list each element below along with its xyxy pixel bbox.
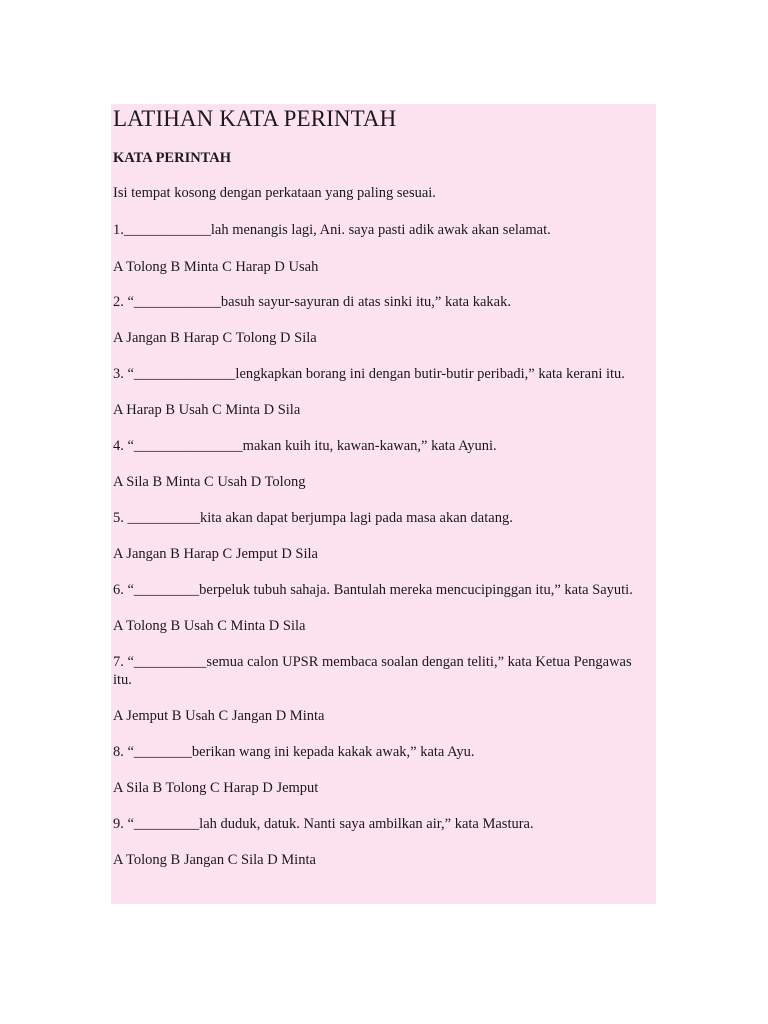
document-panel <box>111 104 656 904</box>
question-3-text: 3. “______________lengkapkan borang ini dengan butir-butir peribadi,” kata kerani itu. <box>113 366 625 382</box>
instruction-text: Isi tempat kosong dengan perkataan yang paling sesuai. <box>113 185 436 201</box>
question-8-options: A Sila B Tolong C Harap D Jemput <box>113 780 319 796</box>
question-7-text: 7. “__________semua calon UPSR membaca soalan dengan teliti,” kata Ketua Pengawas itu. <box>113 654 632 688</box>
document-title: LATIHAN KATA PERINTAH <box>113 106 397 131</box>
question-4-options: A Sila B Minta C Usah D Tolong <box>113 474 306 490</box>
question-1-options: A Tolong B Minta C Harap D Usah <box>113 259 319 275</box>
question-3-options: A Harap B Usah C Minta D Sila <box>113 402 301 418</box>
question-6-text: 6. “_________berpeluk tubuh sahaja. Bantulah mereka mencucipinggan itu,” kata Sayuti. <box>113 582 633 598</box>
question-2-options: A Jangan B Harap C Tolong D Sila <box>113 330 317 346</box>
question-1-text: 1.____________lah menangis lagi, Ani. saya pasti adik awak akan selamat. <box>113 222 551 238</box>
question-5-text: 5. __________kita akan dapat berjumpa lagi pada masa akan datang. <box>113 510 513 526</box>
question-5-options: A Jangan B Harap C Jemput D Sila <box>113 546 318 562</box>
question-2-text: 2. “____________basuh sayur-sayuran di atas sinki itu,” kata kakak. <box>113 294 511 310</box>
question-7-options: A Jemput B Usah C Jangan D Minta <box>113 708 325 724</box>
question-6-options: A Tolong B Usah C Minta D Sila <box>113 618 306 634</box>
question-9-text: 9. “_________lah duduk, datuk. Nanti saya ambilkan air,” kata Mastura. <box>113 816 534 832</box>
question-8-text: 8. “________berikan wang ini kepada kakak awak,” kata Ayu. <box>113 744 475 760</box>
question-9-options: A Tolong B Jangan C Sila D Minta <box>113 852 316 868</box>
question-4-text: 4. “_______________makan kuih itu, kawan-kawan,” kata Ayuni. <box>113 438 497 454</box>
section-heading: KATA PERINTAH <box>113 150 232 166</box>
